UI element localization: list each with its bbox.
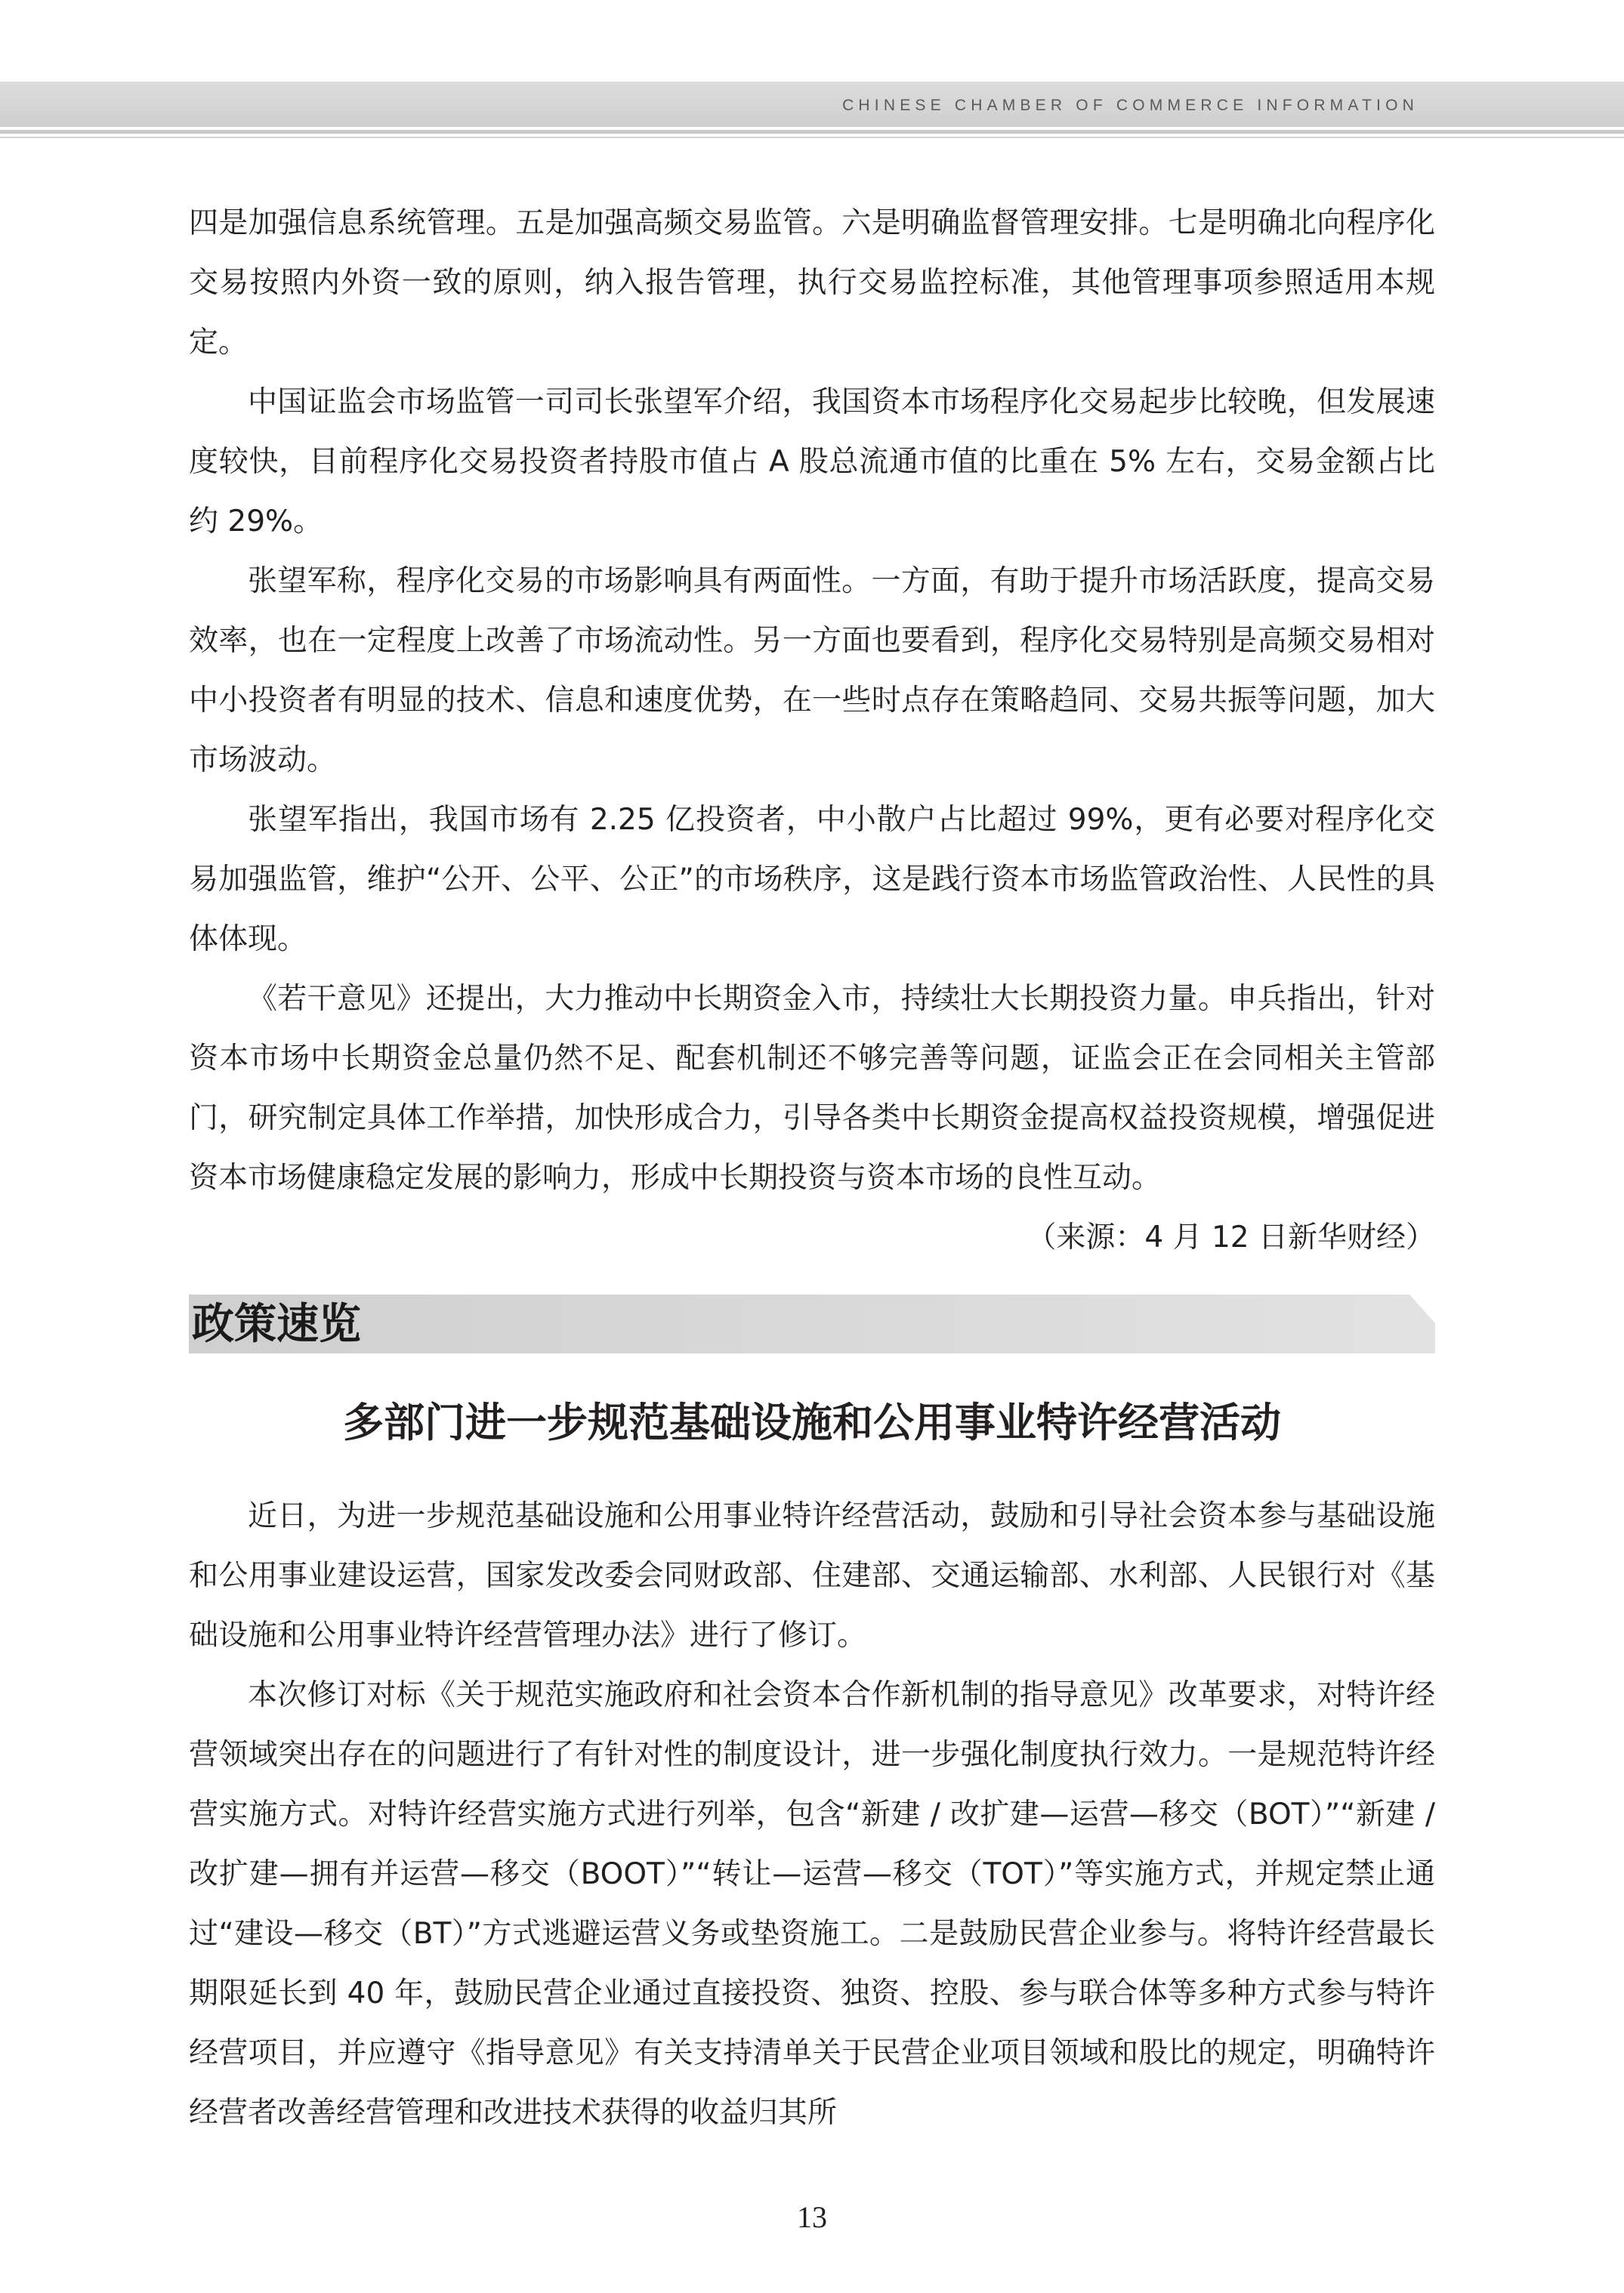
article1-paragraph-4: 张望军指出，我国市场有 2.25 亿投资者，中小散户占比超过 99%，更有必要对程序化交易加强监管，维护“公开、公平、公正”的市场秩序，这是践行资本市场监管政治性、人民性的具体体现。 — [189, 803, 1435, 956]
article1-paragraph-2: 中国证监会市场监管一司司长张望军介绍，我国资本市场程序化交易起步比较晚，但发展速度较快，目前程序化交易投资者持股市值占 A 股总流通市值的比重在 5% 左右，交易金额占比约 29%。 — [189, 385, 1435, 539]
article1-source: （来源：4 月 12 日新华财经） — [1027, 1221, 1435, 1255]
page-content — [189, 193, 1435, 2143]
article1-paragraph-1: 四是加强信息系统管理。五是加强高频交易监管。六是明确监督管理安排。七是明确北向程序化交易按照内外资一致的原则，纳入报告管理，执行交易监控标准，其他管理事项参照适用本规定。 — [189, 206, 1435, 360]
article2-paragraph-2: 本次修订对标《关于规范实施政府和社会资本合作新机制的指导意见》改革要求，对特许经营领域突出存在的问题进行了有针对性的制度设计，进一步强化制度执行效力。一是规范特许经营实施方式。对特许经营实施方式进行列举，包含“新建 / 改扩建—运营—移交（BOT）”“新建 / 改扩建—拥有并运营—移交（BOOT）”“转让—运营—移交（TOT）”等实施方式，并规定禁止通过“建设—移交（BT）”方式逃避运营义务或垫资施工。二是鼓励民营企业参与。将特许经营最长期限延长到 40 年，鼓励民营企业通过直接投资、独资、控股、参与联合体等多种方式参与特许经营项目，并应遵守《指导意见》有关支持清单关于民营企业项目领域和股比的规定，明确特许经营者改善经营管理和改进技术获得的收益归其所 — [189, 1678, 1435, 2130]
article1-paragraph-3: 张望军称，程序化交易的市场影响具有两面性。一方面，有助于提升市场活跃度，提高交易效率，也在一定程度上改善了市场流动性。另一方面也要看到，程序化交易特别是高频交易相对中小投资者有明显的技术、信息和速度优势，在一些时点存在策略趋同、交易共振等问题，加大市场波动。 — [189, 564, 1435, 777]
publication-name: CHINESE CHAMBER OF COMMERCE INFORMATION — [842, 97, 1419, 114]
section-bar-background — [189, 1295, 1435, 1353]
article2-title: 多部门进一步规范基础设施和公用事业特许经营活动 — [343, 1399, 1281, 1446]
page-number: 13 — [797, 2200, 827, 2234]
section-title: 政策速览 — [192, 1299, 361, 1349]
section-header-bar — [189, 1295, 1435, 1353]
article2-paragraph-1: 近日，为进一步规范基础设施和公用事业特许经营活动，鼓励和引导社会资本参与基础设施和公用事业建设运营，国家发改委会同财政部、住建部、交通运输部、水利部、人民银行对《基础设施和公用事业特许经营管理办法》进行了修订。 — [189, 1499, 1435, 1653]
header-rule-thick — [0, 130, 1624, 134]
article1-paragraph-5: 《若干意见》还提出，大力推动中长期资金入市，持续壮大长期投资力量。申兵指出，针对资本市场中长期资金总量仍然不足、配套机制还不够完善等问题，证监会正在会同相关主管部门，研究制定具体工作举措，加快形成合力，引导各类中长期资金提高权益投资规模，增强促进资本市场健康稳定发展的影响力，形成中长期投资与资本市场的良性互动。 — [189, 982, 1435, 1195]
header-rule-thin — [0, 137, 1624, 138]
